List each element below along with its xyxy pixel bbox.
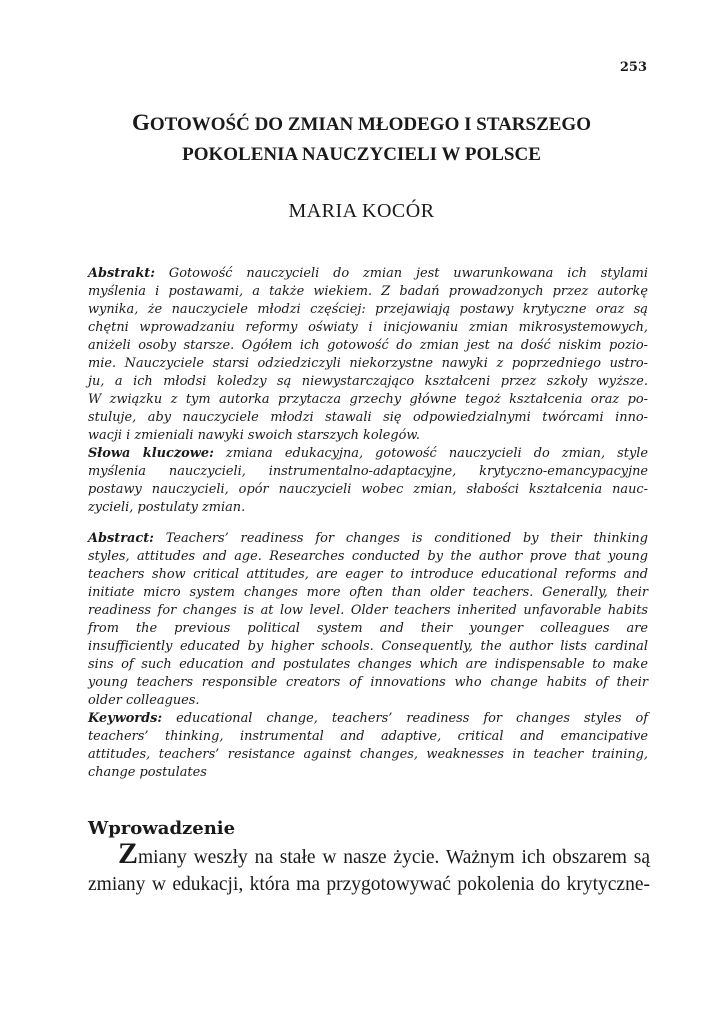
- article-title: [0, 108, 723, 170]
- keywords-text: educational change, teachers’ readiness for changes styles of: [162, 711, 648, 726]
- keywords-label: Keywords:: [88, 711, 163, 726]
- keywords-line: postawy nauczycieli, opór nauczycieli wobec zmian, słabości kształcenia nauc-: [88, 482, 648, 497]
- body-line: zmiany w edukacji, która ma przygotowywać pokolenia do krytyczne-: [88, 874, 650, 895]
- abstract-english: [88, 530, 648, 782]
- abstract-line: mie. Nauczyciele starsi odziedziczyli niekorzystne nawyki z poprzedniego ustro-: [88, 356, 648, 371]
- title-line-1-rest: OTOWOŚĆ DO ZMIAN MŁODEGO I STARSZEGO: [149, 114, 591, 135]
- abstract-line: young teachers responsible creators of innovations who change habits of their: [88, 675, 648, 690]
- body-line-1-text: miany weszły na stałe w nasze życie. Ważnym ich obszarem są: [138, 847, 650, 868]
- abstract-line: readiness for changes is at low level. Older teachers inherited unfavorable habits: [88, 603, 648, 618]
- keywords-line: change postulates: [88, 765, 207, 780]
- abstract-label: Abstract:: [88, 531, 154, 546]
- abstract-line: from the previous political system and their younger colleagues are: [88, 621, 648, 636]
- section-heading: Wprowadzenie: [88, 818, 236, 839]
- abstract-line: insufficiently educated by higher schools. Consequently, the author lists cardinal: [88, 639, 648, 654]
- abstract-line: aniżeli osoby starsze. Ogółem ich gotowość do zmian jest na dość niskim pozio-: [88, 338, 648, 353]
- abstract-line: W związku z tym autorka przytacza grzechy główne tegoż kształcenia oraz po-: [88, 392, 648, 407]
- keywords-line: [88, 445, 648, 463]
- abstract-line: sins of such education and postulates changes which are indispensable to make: [88, 657, 648, 672]
- body-paragraph: [88, 837, 650, 898]
- title-initial: G: [131, 110, 150, 135]
- author-name: MARIA KOCÓR: [288, 200, 435, 222]
- keywords-line: zycieli, postulaty zmian.: [88, 500, 246, 515]
- abstract-line: ju, a ich młodsi koledzy są niewystarczająco kształceni przez szkoły wyższe.: [88, 374, 648, 389]
- abstract-line: teachers show critical attitudes, are eager to introduce educational reforms and: [88, 567, 648, 582]
- keywords-text: zmiana edukacyjna, gotowość nauczycieli do zmian, style: [213, 446, 648, 461]
- abstract-line: [88, 265, 648, 283]
- abstract-label: Abstrakt:: [88, 266, 156, 281]
- drop-cap: Z: [118, 837, 139, 870]
- title-line-1: [0, 108, 723, 140]
- abstract-text: Teachers’ readiness for changes is conditioned by their thinking: [153, 531, 648, 546]
- keywords-line: myślenia nauczycieli, instrumentalno-adaptacyjne, krytyczno-emancypacyjne: [88, 464, 648, 479]
- keywords-line: teachers’ thinking, instrumental and adaptive, critical and emancipative: [88, 729, 648, 744]
- abstract-line: myślenia i postawami, a także wiekiem. Z badań prowadzonych przez autorkę: [88, 284, 648, 299]
- title-line-2: POKOLENIA NAUCZYCIELI W POLSCE: [182, 144, 541, 165]
- abstract-line: stuluje, aby nauczyciele młodzi stawali się odpowiedzialnymi twórcami inno-: [88, 410, 648, 425]
- page-number: 253: [619, 60, 647, 75]
- abstract-line: styles, attitudes and age. Researches conducted by the author prove that young: [88, 549, 648, 564]
- abstract-line: wynika, że nauczyciele młodzi częściej: przejawiają postawy krytyczne oraz są: [88, 302, 648, 317]
- keywords-line: attitudes, teachers’ resistance against changes, weaknesses in teacher training,: [88, 747, 648, 762]
- keywords-label: Słowa kluczowe:: [88, 446, 214, 461]
- abstract-line: initiate micro system changes more often than older teachers. Generally, their: [88, 585, 648, 600]
- body-line: [88, 837, 650, 871]
- abstract-line: [88, 530, 648, 548]
- abstract-line: chętni wprowadzaniu reformy oświaty i inicjowaniu zmian mikrosystemowych,: [88, 320, 648, 335]
- abstract-text: Gotowość nauczycieli do zmian jest uwarunkowana ich stylami: [155, 266, 648, 281]
- abstract-line: wacji i zmieniali nawyki swoich starszych kolegów.: [88, 428, 420, 443]
- abstract-polish: [88, 265, 648, 517]
- abstract-line: older colleagues.: [88, 693, 200, 708]
- keywords-line: [88, 710, 648, 728]
